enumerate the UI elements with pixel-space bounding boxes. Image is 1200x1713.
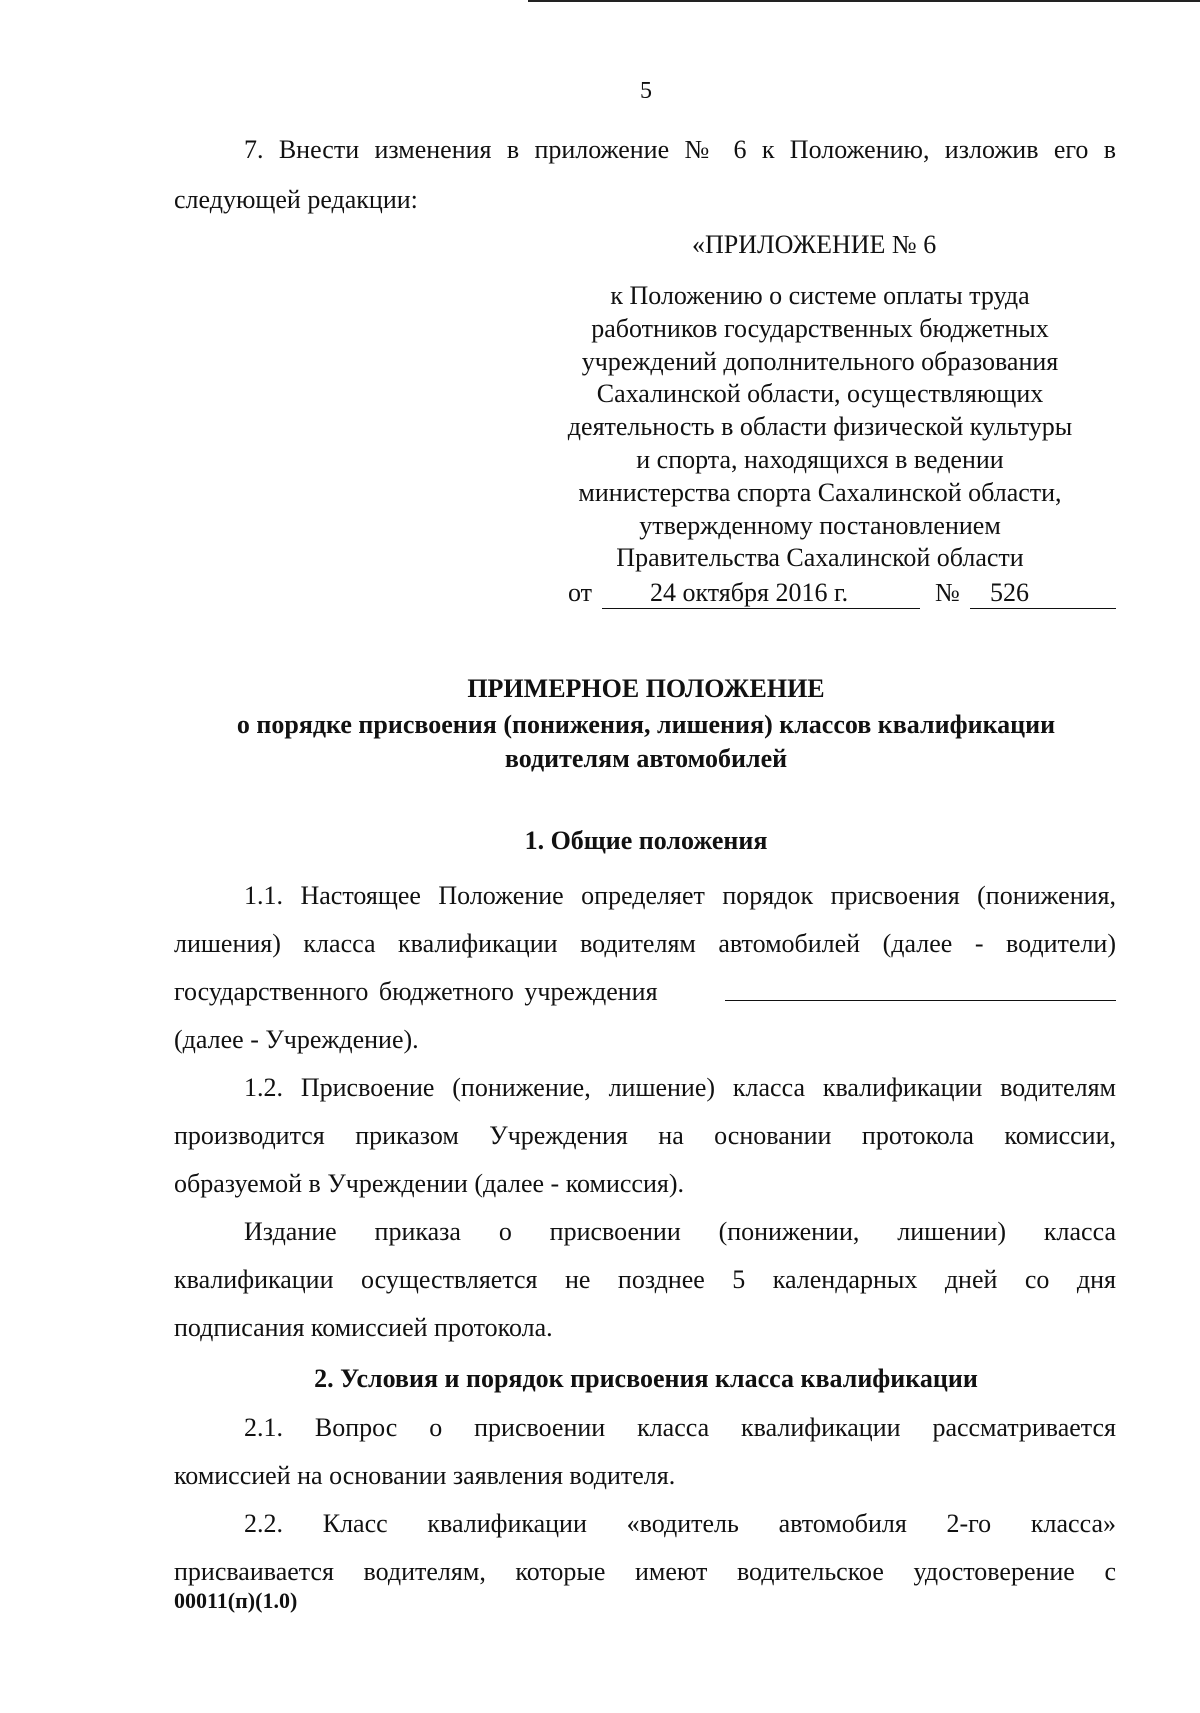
- appendix-line: к Положению о системе оплаты труда: [610, 281, 1030, 310]
- appendix-line: и спорта, находящихся в ведении: [636, 444, 1004, 474]
- from-label: от: [568, 578, 593, 607]
- paragraph-line: комиссией на основании заявления водителя.: [174, 1461, 676, 1490]
- paragraph-line: Издание приказа о присвоении (понижении, лишении) класса: [244, 1217, 1116, 1246]
- top-rule: [528, 0, 1200, 2]
- appendix-block: [520, 280, 1120, 575]
- number-label: №: [935, 578, 960, 607]
- paragraph-line: 1.2. Присвоение (понижение, лишение) класса квалификации водителям: [244, 1073, 1116, 1102]
- paragraph-line: производится приказом Учреждения на основании протокола комиссии,: [174, 1121, 1116, 1150]
- appendix-line: деятельность в области физической культуры: [567, 412, 1073, 442]
- paragraph-line: 2.2. Класс квалификации «водитель автомобиля 2-го класса»: [244, 1509, 1116, 1538]
- paragraph-line: подписания комиссией протокола.: [174, 1313, 553, 1342]
- paragraph-line: 1.1. Настоящее Положение определяет порядок присвоения (понижения,: [244, 881, 1116, 910]
- document-subtitle: водителям автомобилей: [504, 744, 788, 773]
- document-title: ПРИМЕРНОЕ ПОЛОЖЕНИЕ: [467, 674, 825, 703]
- section-1-heading: 1. Общие положения: [524, 826, 768, 855]
- paragraph-line: лишения) класса квалификации водителям автомобилей (далее - водители): [174, 929, 1116, 958]
- paragraph-line: присваивается водителям, которые имеют водительское удостоверение с: [174, 1557, 1116, 1586]
- appendix-line: утвержденному постановлением: [639, 510, 1001, 540]
- appendix-line: министерства спорта Сахалинской области,: [578, 477, 1062, 507]
- footer-code: 00011(п)(1.0): [174, 1588, 298, 1613]
- paragraph-line: государственного бюджетного учреждения: [174, 977, 658, 1006]
- paragraph-line: (далее - Учреждение).: [174, 1025, 419, 1054]
- appendix-title: «ПРИЛОЖЕНИЕ № 6: [692, 230, 937, 259]
- intro-line-2: следующей редакции:: [174, 185, 418, 214]
- decree-number: 526: [990, 578, 1029, 607]
- date-underline: [602, 608, 920, 609]
- paragraph-line: квалификации осуществляется не позднее 5 календарных дней со дня: [174, 1265, 1116, 1294]
- section-2-heading: 2. Условия и порядок присвоения класса квалификации: [314, 1364, 978, 1393]
- institution-blank-line: [725, 1000, 1116, 1001]
- intro-line-1: 7. Внести изменения в приложение № 6 к Положению, изложив его в: [244, 135, 1116, 164]
- appendix-line: Правительства Сахалинской области: [616, 543, 1024, 573]
- appendix-line: учреждений дополнительного образования: [581, 346, 1059, 376]
- number-underline: [970, 608, 1116, 609]
- paragraph-line: 2.1. Вопрос о присвоении класса квалификации рассматривается: [244, 1413, 1116, 1442]
- adoption-date: 24 октября 2016 г.: [650, 578, 849, 607]
- paragraph-line: образуемой в Учреждении (далее - комиссия).: [174, 1169, 684, 1198]
- page-number: 5: [640, 78, 652, 104]
- document-subtitle: о порядке присвоения (понижения, лишения) классов квалификации: [236, 710, 1056, 739]
- appendix-line: Сахалинской области, осуществляющих: [596, 379, 1044, 409]
- appendix-line: работников государственных бюджетных: [591, 313, 1049, 343]
